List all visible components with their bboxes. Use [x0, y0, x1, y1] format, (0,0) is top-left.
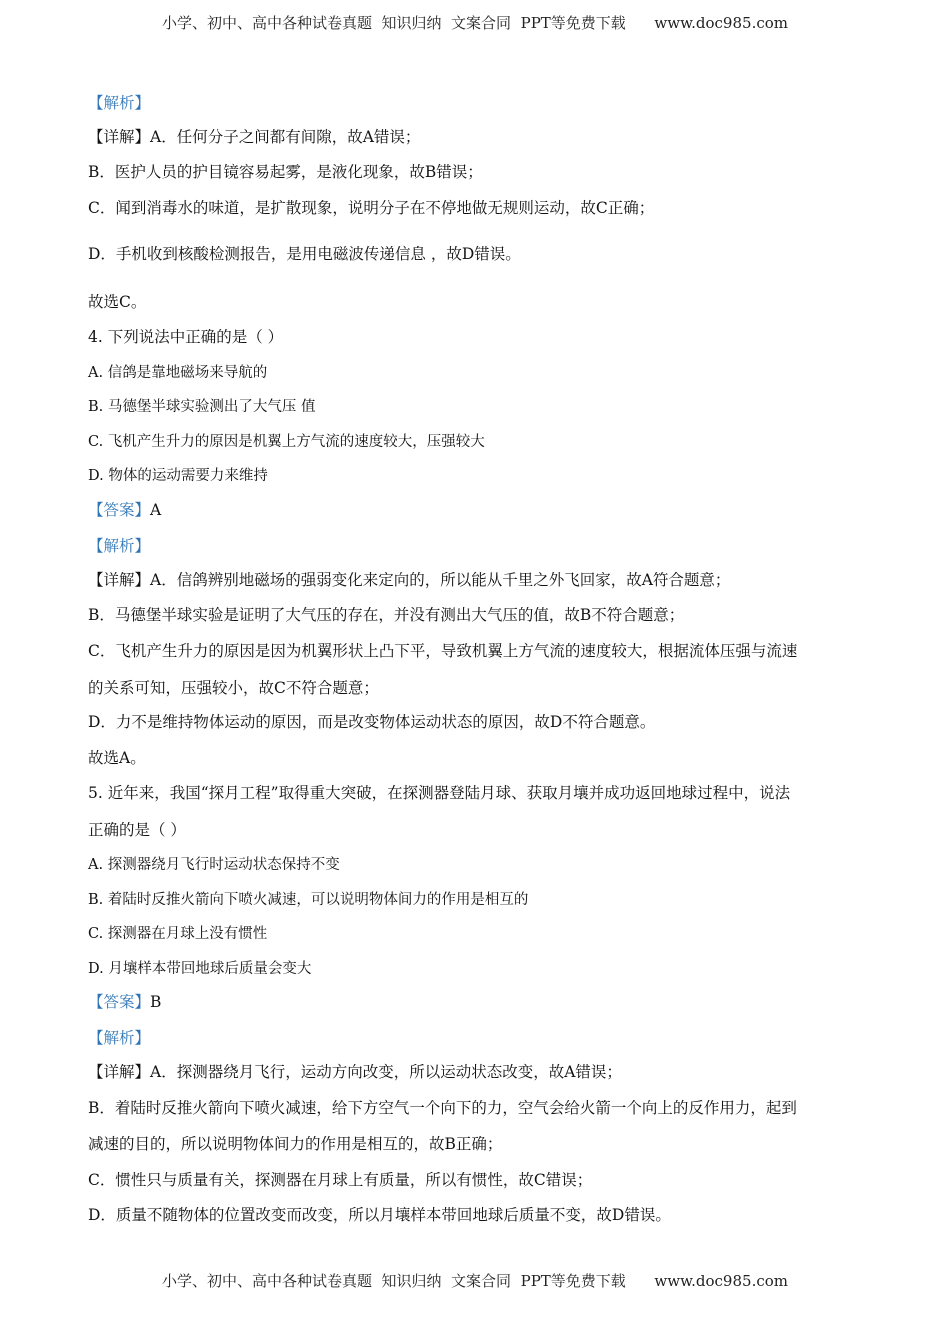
- answer-tag: 【答案】: [88, 501, 151, 519]
- q4-detail-a: [88, 568, 730, 590]
- q5-option-c: C. 探测器在月球上没有惯性: [88, 926, 268, 942]
- q3-conclusion: 故选C。: [88, 293, 147, 311]
- detail-tag: 【详解】: [88, 1063, 151, 1081]
- q4-analysis-label: [88, 534, 150, 556]
- q5-detail-d: D．质量不随物体的位置改变而改变，所以月壤样本带回地球后质量不变，故D错误。: [88, 1206, 671, 1224]
- q4-detail-c-line1: C．飞机产生升力的原因是因为机翼形状上凸下平，导致机翼上方气流的速度较大，根据流体压强与流速: [88, 642, 798, 660]
- q5-detail-c: C．惯性只与质量有关，探测器在月球上有质量，所以有惯性，故C错误；: [88, 1171, 593, 1189]
- page-header: 小学、初中、高中各种试卷真题 知识归纳 文案合同 PPT等免费下载 www.doc985.com: [161, 14, 788, 32]
- q5-analysis-label: [88, 1026, 150, 1048]
- q4-conclusion: 故选A。: [88, 749, 146, 767]
- analysis-tag: 【解析】: [88, 1029, 151, 1047]
- q4-detail-a-text: A．信鸽辨别地磁场的强弱变化来定向的，所以能从千里之外飞回家，故A符合题意；: [150, 571, 731, 589]
- analysis-tag: 【解析】: [88, 94, 151, 112]
- q3-detail-b: B．医护人员的护目镜容易起雾，是液化现象，故B错误；: [88, 163, 483, 181]
- q5-option-d: D. 月壤样本带回地球后质量会变大: [88, 961, 312, 977]
- q4-answer: [88, 498, 161, 520]
- q4-option-a: A. 信鸽是靠地磁场来导航的: [88, 365, 268, 381]
- q4-option-b: B. 马德堡半球实验测出了大气压 值: [88, 399, 316, 415]
- answer-tag: 【答案】: [88, 993, 151, 1011]
- q3-detail-d: D．手机收到核酸检测报告，是用电磁波传递信息 ，故D错误。: [88, 245, 521, 263]
- q5-detail-b-line1: B．着陆时反推火箭向下喷火减速，给下方空气一个向下的力，空气会给火箭一个向上的反作用力，起到: [88, 1099, 797, 1117]
- q4-option-d: D. 物体的运动需要力来维持: [88, 468, 268, 484]
- q5-option-a: A. 探测器绕月飞行时运动状态保持不变: [88, 857, 340, 873]
- q4-detail-c-line2: 的关系可知，压强较小，故C不符合题意；: [88, 679, 379, 697]
- q3-analysis-label: [88, 91, 150, 113]
- analysis-tag: 【解析】: [88, 537, 151, 555]
- q3-detail-a: [88, 125, 420, 147]
- q5-answer-value: B: [150, 993, 162, 1011]
- q5-answer: [88, 990, 161, 1012]
- q5-detail-a: [88, 1060, 622, 1082]
- q5-detail-a-text: A．探测器绕月飞行，运动方向改变，所以运动状态改变，故A错误；: [150, 1063, 622, 1081]
- q3-detail-c: C．闻到消毒水的味道，是扩散现象，说明分子在不停地做无规则运动，故C正确；: [88, 199, 655, 217]
- detail-tag: 【详解】: [88, 571, 151, 589]
- q4-option-c: C. 飞机产生升力的原因是机翼上方气流的速度较大，压强较大: [88, 434, 485, 450]
- q5-detail-b-line2: 减速的目的，所以说明物体间力的作用是相互的，故B正确；: [88, 1135, 503, 1153]
- detail-tag: 【详解】: [88, 128, 151, 146]
- q3-detail-a-text: A．任何分子之间都有间隙，故A错误；: [150, 128, 421, 146]
- q4-stem: 4. 下列说法中正确的是（ ）: [88, 328, 284, 346]
- q5-option-b: B. 着陆时反推火箭向下喷火减速，可以说明物体间力的作用是相互的: [88, 892, 529, 908]
- q5-stem-line2: 正确的是（ ）: [88, 821, 186, 839]
- q4-answer-value: A: [150, 501, 162, 519]
- q5-stem-line1: 5. 近年来，我国“探月工程”取得重大突破，在探测器登陆月球、获取月壤并成功返回地球过程中，说法: [88, 784, 791, 802]
- q4-detail-d: D．力不是维持物体运动的原因，而是改变物体运动状态的原因，故D不符合题意。: [88, 713, 656, 731]
- page-footer: 小学、初中、高中各种试卷真题 知识归纳 文案合同 PPT等免费下载 www.doc985.com: [161, 1272, 788, 1290]
- q4-detail-b: B．马德堡半球实验是证明了大气压的存在，并没有测出大气压的值，故B不符合题意；: [88, 606, 685, 624]
